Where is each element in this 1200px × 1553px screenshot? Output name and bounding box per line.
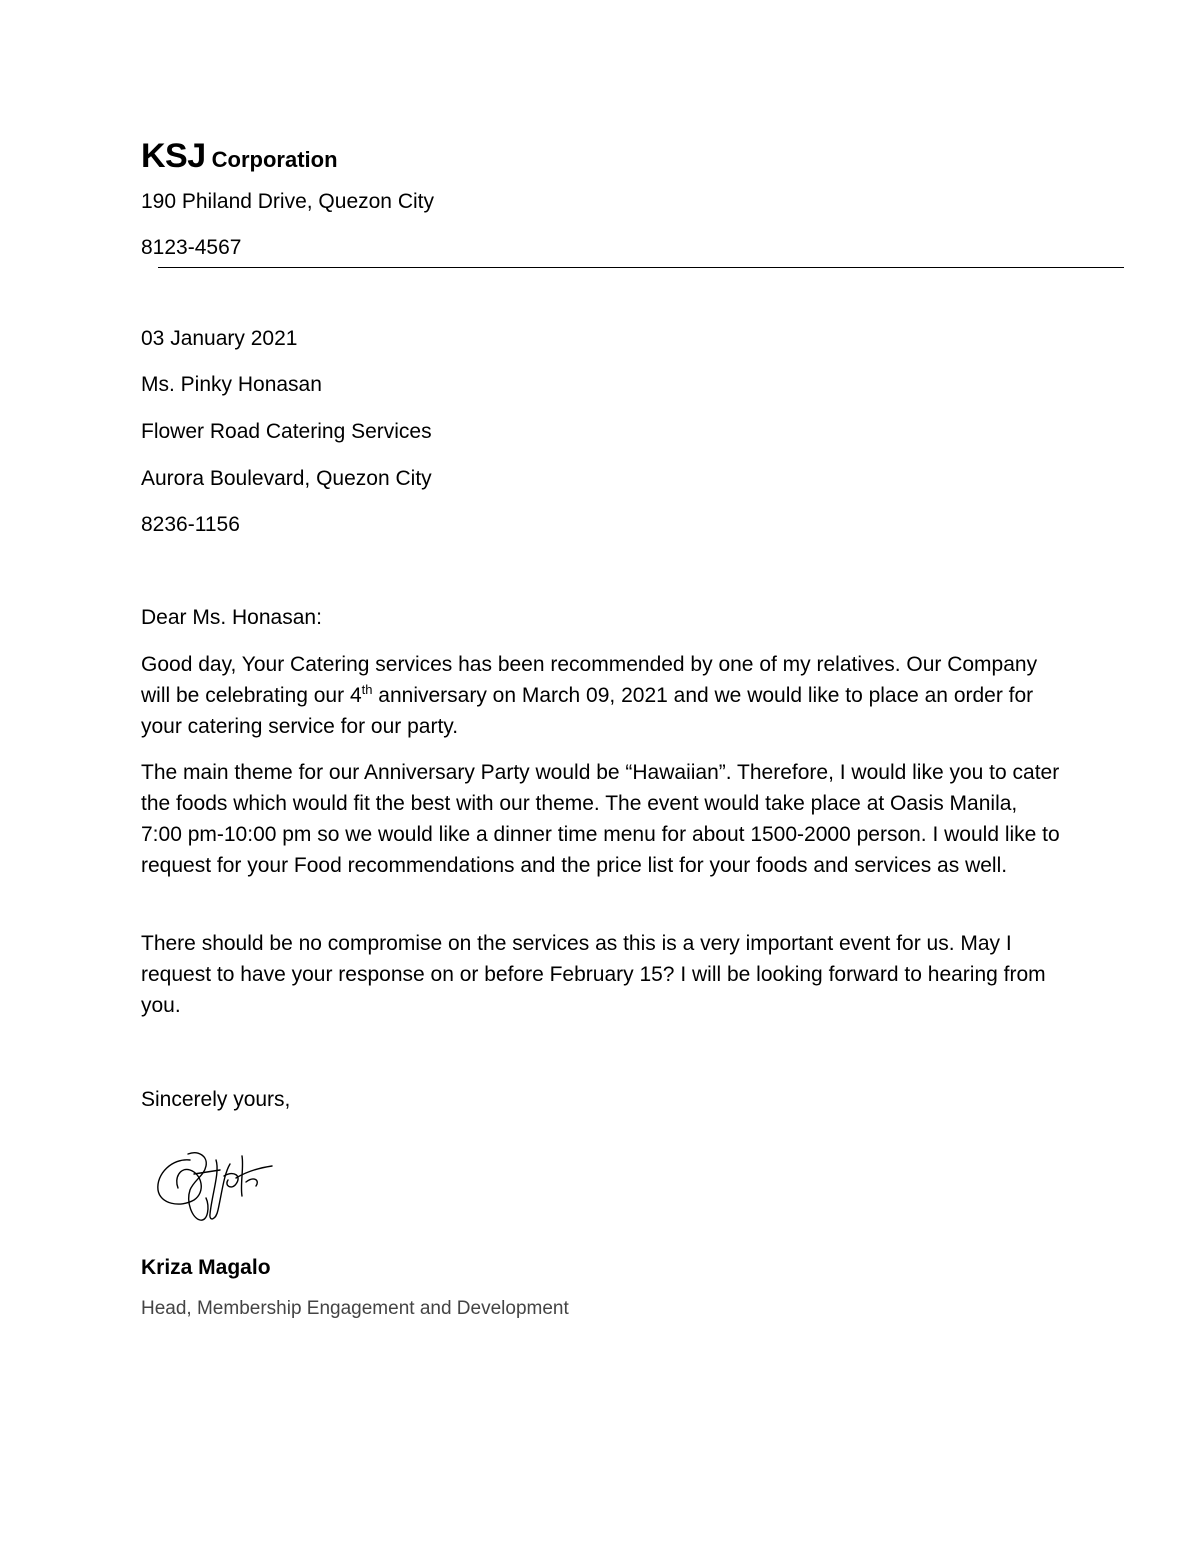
salutation: Dear Ms. Honasan:: [141, 606, 322, 629]
p1-text-b: anniversary on March 09, 2021 and we would like to place an order for your catering service for our party.: [141, 684, 1034, 738]
company-abbrev: KSJ: [141, 137, 206, 175]
recipient-company: Flower Road Catering Services: [141, 420, 432, 443]
recipient-phone: 8236-1156: [141, 513, 240, 536]
letter-date: 03 January 2021: [141, 327, 298, 350]
company-word: Corporation: [211, 147, 338, 172]
letterhead-divider: [158, 267, 1124, 268]
body-paragraph-1: [141, 649, 1061, 742]
company-address: 190 Philand Drive, Quezon City: [141, 190, 434, 213]
p1-text-a: Good day, Your Catering services has been recommended by one of my relatives. Our Company will be celebrating our 4: [141, 653, 1038, 707]
body-paragraph-2: The main theme for our Anniversary Party would be “Hawaiian”. Therefore, I would like you to cater the foods which would fit the best with our theme. The event would take place at Oasis Manila, 7:00 pm-10:00 pm so we would like a dinner time menu for about 1500-2000 person. I would like to request for your Food recommendations and the price list for your foods and services as well.: [141, 761, 1060, 877]
signer-name: Kriza Magalo: [141, 1256, 271, 1279]
signer-title: Head, Membership Engagement and Development: [141, 1298, 569, 1319]
recipient-address: Aurora Boulevard, Quezon City: [141, 467, 432, 490]
ordinal-suffix: th: [361, 682, 373, 697]
recipient-name: Ms. Pinky Honasan: [141, 373, 322, 396]
company-phone: 8123-4567: [141, 236, 242, 259]
signature-image: [150, 1140, 280, 1230]
closing: Sincerely yours,: [141, 1088, 291, 1111]
company-name: [141, 137, 338, 177]
body-paragraph-3: There should be no compromise on the services as this is a very important event for us. May I request to have your response on or before February 15? I will be looking forward to hearing from you.: [141, 932, 1046, 1017]
